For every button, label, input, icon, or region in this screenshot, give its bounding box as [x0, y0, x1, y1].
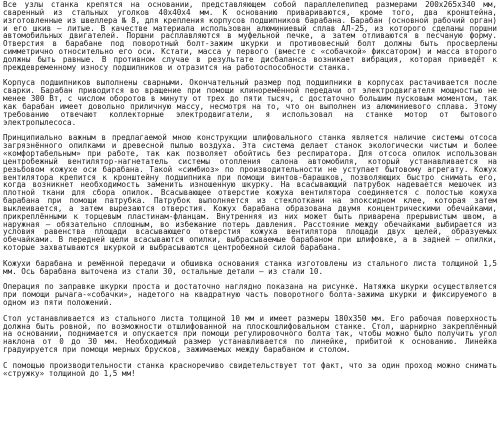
paragraph-performance: С помощью производительности станка красноречиво свидетельствует тот факт, что за один проход можно снимать «стружку» толщиной до 1,5 мм! — [3, 360, 497, 378]
paragraph-bearings-and-motor: Корпуса подшипников выполнены сварными. Окончательный размер под подшипники в корпусах растачивается после сварки. Барабан приводится во вращение при помощи клиноремённой передачи от электродвигателя мощностью не менее 300 Вт, с числом оборотов в минуту от трех до пяти тысяч, с достаточно большим пусковым моментом, так как барабан имеет довольно приличную массу, несмотря на то, что он выполнен из алюминиевого сплава. Этому требованию отвечают коллекторные электродвигатели, я использовал на станке мотор от бытового электропылесоса. — [3, 78, 497, 127]
paragraph-frame-and-drum: Все узлы станка крепятся на основании, представляющем собой параллелепипед размерами 200x265x340 мм, сваренный из стальных уголков 40x40x4 мм. К основанию привариваются, кроме того, два кронштейна, изготовленные из швеллера № 8, для крепления корпусов подшипников барабана. Барабан (основной рабочий орган) и его шкив — литые. В качестве материала использован алюминиевый сплав АЛ-25, из которого сделаны поршни автомобильных двигателей. Поршни расплавляются в муфельной печке, а затем отливаются в песчаную форму. Отверстия в барабане под поворотный болт-зажим шкурки и противовесный болт должны быть просверлены симметрично относительно его оси. Кстати, масса у первого (вместе с «собачкой» фиксатором) и масса второго должны быть равные. В противном случае в результате дисбаланса возникает вибрация, которая приведёт к преждевременному износу подшипников и отразится на работоспособности станка. — [3, 0, 497, 72]
paragraph-sandpaper-mounting: Операция по заправке шкурки проста и достаточно наглядно показана на рисунке. Натяжка шкурки осуществляется при помощи рычага-«собачки», надетого на квадратную часть поворотного болта-зажима шкурки и фиксируемого в одном из пяти положений. — [3, 282, 497, 308]
paragraph-housings-material: Кожухи барабана и ремённой передачи и обшивка основания станка изготовлены из стального листа толщиной 1,5 мм. Ось барабана выточена из стали 30, остальные детали — из стали 10. — [3, 258, 497, 276]
paragraph-dust-extraction: Принципиально важным в предлагаемой мною конструкции шлифовального станка является наличие системы отсоса загрязнённого опилками и древесной пылью воздуха. Эта система делает станок экологически чистым и более «комфортабельным» при работе, так как позволяет обойтись без респиратора. Для отсоса опилок использован центробежный вентилятор-нагнетатель системы отопления салона автомобиля, который устанавливается на резьбовом кожухе оси барабана. Такой «симбиоз» по производительности не уступает бытовому агрегату. Кожух вентилятора крепится к кронштейну подшипника при помощи винтов-барашков, позволяющих быстро снимать его, когда возникнет необходимость заменить изношенную шкурку. На всасывающий патрубок надевается мешочек из плотной ткани для сбора опилок. Всасывающее отверстие кожуха вентилятора соединяется с полостью кожуха барабана при помощи патрубка. Патрубок выполняется из стеклоткани на эпоксидном клее, которая затем выклеивается, а затем вырезаются отверстия. Кожух барабана образована двумя концентрическими обечайками, прикреплёнными к торцевым пластинам-фланцам. Внутренняя из них может быть приварена прерывистым швом, а наружная — обязательно сплошным, во избежание потерь давления. Расстояние между обечайками выбирается из условия равенства площади всасывающего отверстия кожуха вентилятора площади двух щелей, образуемых обечайками. В передней щели всасываются опилки, выбрасываемые барабаном при шлифовке, а в задней — опилки, которые захватываются шкуркой и выбрасываются центробежной силой барабана. — [3, 133, 497, 253]
paragraph-table: Стол устанавливается из стального листа толщиной 10 мм и имеет размеры 180x350 мм. Его рабочая поверхность должна быть ровной, по возможности отшлифованной на плоскошлифовальном станке. Стол, шарнирно закреплённый на основании, поднимается и опускается при помощи регулировочного болта так, чтобы можно было получить угол наклона от 0 до 30 мм. Необходимый размер устанавливается по линейке, прибитой к основанию. Линейка градуируется при помощи мерных брусков, зажимаемых между барабаном и столом. — [3, 313, 497, 355]
